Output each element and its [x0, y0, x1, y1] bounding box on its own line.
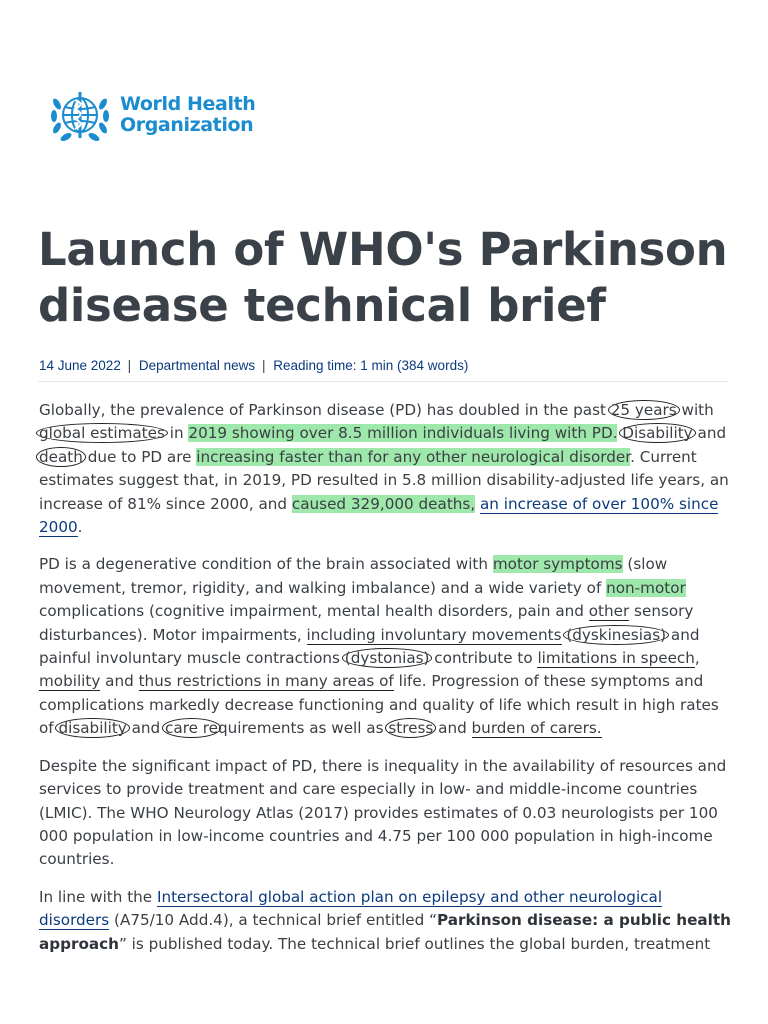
logo-line-2: Organization: [120, 114, 254, 136]
text: due to PD are: [82, 447, 197, 466]
text: quirements as well as: [218, 719, 389, 738]
text: and painful involuntary muscle contractions: [39, 625, 700, 668]
annotation-circle: care re: [162, 718, 221, 738]
annotation-underline: mobility: [39, 672, 101, 691]
annotation-underline: burden of carers.: [471, 719, 602, 738]
annotation-circle: Disability: [619, 423, 695, 443]
text: and: [433, 719, 472, 738]
text: (slow movement, tremor, rigidity, and walking imbalance) and a wide variety of: [39, 555, 668, 597]
page-title: Launch of WHO's Parkinson disease technical brief: [38, 223, 728, 332]
annotation-circle: global estimates: [36, 423, 168, 443]
text: ” is published today. The technical brief outlines the global burden, treatment: [118, 934, 711, 953]
annotation-underline: including involuntary movements: [306, 625, 562, 644]
article-meta: [39, 358, 468, 373]
meta-separator: |: [261, 358, 266, 373]
annotation-circle: disability: [55, 718, 129, 738]
meta-separator: |: [127, 358, 132, 373]
highlight: non-motor: [606, 578, 686, 597]
text: and: [126, 719, 166, 738]
text: (A75/10 Add.4), a technical brief entitled “: [109, 911, 437, 930]
text: contribute to: [429, 649, 538, 668]
text: .: [77, 518, 83, 537]
text: PD is a degenerative condition of the brain associated with: [39, 555, 493, 574]
annotation-circle: stress: [385, 718, 436, 738]
paragraph-3: Despite the significant impact of PD, there is inequality in the availability of resources and services to provide treatment and care especially in low- and middle-income countries (LMIC). The WHO Neurology Atlas (2017) provides estimates of 0.03 neurologists per 100 000 population in low-income countries and 4.75 per 100 000 population in high-income countries.: [39, 756, 727, 869]
highlight: increasing faster than for any other neurological disorder: [196, 447, 631, 466]
reading-time: Reading time: 1 min (384 words): [273, 358, 469, 373]
text: in: [164, 424, 189, 443]
logo-line-1: World Health: [120, 93, 256, 115]
paragraph-4: [39, 886, 737, 956]
annotation-circle: (dystonias): [342, 648, 433, 668]
annotation-underline: thus restrictions in many areas of: [138, 672, 394, 691]
annotation-circle: death: [36, 447, 86, 467]
divider: [38, 381, 728, 382]
text: Globally, the prevalence of Parkinson disease (PD) has doubled in the past: [39, 401, 611, 419]
logo-wordmark: [120, 94, 255, 136]
annotation-circle: (dyskinesias): [563, 625, 669, 645]
paragraph-2: [39, 553, 737, 740]
who-emblem-icon: [48, 86, 112, 146]
action-plan-link[interactable]: Intersectoral global action plan on epilepsy and other neurological disorders: [39, 887, 663, 930]
text: life. Progression of these symptoms and complications markedly decrease functioning and quality of life which result in high rates of: [39, 672, 719, 738]
who-logo[interactable]: [48, 86, 268, 146]
text: and: [100, 672, 139, 691]
text: complications (cognitive impairment, mental health disorders, pain and: [39, 602, 589, 621]
text: . Current estimates suggest that, in 2019, PD resulted in 5.8 million disability-adjusted life years, an increase of 81% since 2000, and: [39, 447, 729, 513]
highlight: 2019 showing over 8.5 million individuals living with PD.: [188, 424, 618, 443]
text: In line with the: [39, 887, 157, 906]
paragraph-1: [39, 399, 737, 539]
annotation-underline: other: [588, 602, 630, 621]
highlight: motor symptoms: [492, 555, 623, 574]
publish-date: 14 June 2022: [39, 358, 121, 373]
text: with: [676, 401, 714, 419]
article-body: [39, 399, 737, 970]
text: sensory disturbances). Motor impairments,: [39, 602, 694, 644]
highlight: caused 329,000 deaths,: [291, 494, 476, 513]
annotation-circle: 25 years: [608, 400, 680, 420]
text: ,: [694, 649, 700, 668]
text: and: [692, 424, 727, 443]
brief-title: Parkinson disease: a public health approach: [39, 911, 731, 953]
category-link[interactable]: Departmental news: [138, 358, 256, 373]
annotation-underline: an increase of over 100% since 2000: [39, 494, 719, 537]
annotation-underline: limitations in speech: [537, 649, 695, 668]
